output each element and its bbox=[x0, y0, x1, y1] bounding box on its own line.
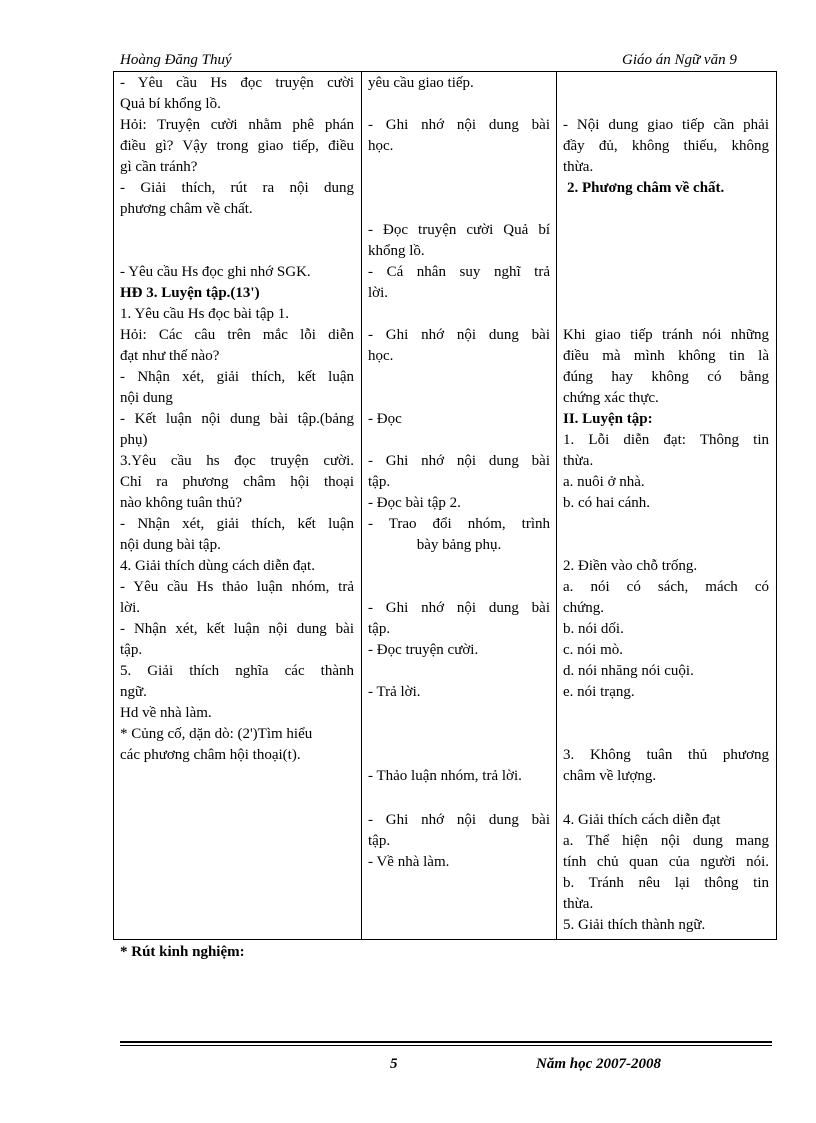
table-line: điều gì? Vậy trong giao tiếp, điều bbox=[120, 138, 354, 154]
table-line: - Giải thích, rút ra nội dung bbox=[120, 180, 354, 196]
section-heading: II. Luyện tập: bbox=[563, 411, 653, 427]
table-line: nội dung bbox=[120, 390, 173, 406]
table-line: - Đọc truyện cười. bbox=[368, 642, 479, 658]
table-line: - Nhận xét, giải thích, kết luận bbox=[120, 369, 354, 385]
table-line: yêu cầu giao tiếp. bbox=[368, 75, 474, 91]
table-line: tập. bbox=[368, 621, 391, 637]
table-line: điều mà mình không tin là bbox=[563, 348, 769, 364]
table-line: Hỏi: Các câu trên mắc lỗi diễn bbox=[120, 327, 354, 343]
table-line: c. nói mò. bbox=[563, 642, 623, 658]
table-line: 1. Lỗi diễn đạt: Thông tin bbox=[563, 432, 769, 448]
table-line: Hd về nhà làm. bbox=[120, 705, 212, 721]
table-line: - Yêu cầu Hs đọc ghi nhớ SGK. bbox=[120, 264, 311, 280]
footer-rule-thin bbox=[120, 1045, 772, 1046]
table-line: - Nội dung giao tiếp cần phải bbox=[563, 117, 769, 133]
content-column bbox=[557, 72, 776, 939]
table-line: 4. Giải thích cách diễn đạt bbox=[563, 812, 721, 828]
table-line: b. nói dối. bbox=[563, 621, 624, 637]
table-line: lời. bbox=[120, 600, 141, 616]
table-line: thừa. bbox=[563, 896, 594, 912]
teacher-activity-column bbox=[114, 72, 362, 939]
table-line: phụ) bbox=[120, 432, 148, 448]
table-line: phương châm về chất. bbox=[120, 201, 253, 217]
table-line: - Ghi nhớ nội dung bài bbox=[368, 600, 550, 616]
table-line: nào không tuân thủ? bbox=[120, 495, 243, 511]
table-line: - Nhận xét, kết luận nội dung bài bbox=[120, 621, 354, 637]
table-line: lời. bbox=[368, 285, 389, 301]
table-line: d. nói nhăng nói cuội. bbox=[563, 663, 694, 679]
table-line: Hỏi: Truyện cười nhằm phê phán bbox=[120, 117, 354, 133]
table-line: tính chủ quan của người nói. bbox=[563, 854, 769, 870]
table-line: bày bảng phụ. bbox=[416, 537, 502, 553]
table-line: - Kết luận nội dung bài tập.(bảng bbox=[120, 411, 354, 427]
table-line: Khi giao tiếp tránh nói những bbox=[563, 327, 769, 343]
table-line: - Ghi nhớ nội dung bài bbox=[368, 812, 550, 828]
table-line: tập. bbox=[368, 833, 391, 849]
table-line: thừa. bbox=[563, 453, 594, 469]
table-line: * Củng cố, dặn dò: (2')Tìm hiểu bbox=[120, 726, 313, 742]
table-line: e. nói trạng. bbox=[563, 684, 635, 700]
table-line: a. nói có sách, mách có bbox=[563, 579, 769, 595]
table-line: tập. bbox=[120, 642, 143, 658]
table-line: nội dung bài tập. bbox=[120, 537, 221, 553]
table-line: - Ghi nhớ nội dung bài bbox=[368, 117, 550, 133]
table-line: - Đọc bbox=[368, 411, 402, 427]
table-line: - Thảo luận nhóm, trả lời. bbox=[368, 768, 522, 784]
page-number: 5 bbox=[390, 1056, 398, 1072]
table-line: - Nhận xét, giải thích, kết luận bbox=[120, 516, 354, 532]
table-line: - Cá nhân suy nghĩ trả bbox=[368, 264, 550, 280]
table-line: chứng xác thực. bbox=[563, 390, 659, 406]
table-line: đạt như thế nào? bbox=[120, 348, 220, 364]
student-activity-column bbox=[362, 72, 557, 939]
table-line: 5. Giải thích thành ngữ. bbox=[563, 917, 706, 933]
school-year: Năm học 2007-2008 bbox=[536, 1056, 661, 1072]
header-author: Hoàng Đăng Thuý bbox=[120, 52, 232, 68]
table-line: b. có hai cánh. bbox=[563, 495, 651, 511]
table-line: các phương châm hội thoại(t). bbox=[120, 747, 301, 763]
experience-note-heading: * Rút kinh nghiệm: bbox=[120, 944, 245, 960]
table-line: đầy đủ, không thiếu, không bbox=[563, 138, 769, 154]
section-heading: HĐ 3. Luyện tập.(13') bbox=[120, 285, 260, 301]
table-line: ngữ. bbox=[120, 684, 147, 700]
table-line: châm về lượng. bbox=[563, 768, 657, 784]
table-line: - Đọc bài tập 2. bbox=[368, 495, 461, 511]
table-line: b. Tránh nêu lại thông tin bbox=[563, 875, 769, 891]
table-line: khổng lồ. bbox=[368, 243, 425, 259]
header-document-title: Giáo án Ngữ văn 9 bbox=[622, 52, 737, 68]
footer-rule bbox=[120, 1041, 772, 1043]
table-line: 1. Yêu cầu Hs đọc bài tập 1. bbox=[120, 306, 289, 322]
table-line: chứng. bbox=[563, 600, 605, 616]
table-line: tập. bbox=[368, 474, 391, 490]
table-line: 4. Giải thích dùng cách diễn đạt. bbox=[120, 558, 315, 574]
table-line: - Ghi nhớ nội dung bài bbox=[368, 327, 550, 343]
table-line: - Yêu cầu Hs thảo luận nhóm, trả bbox=[120, 579, 354, 595]
table-line: Quả bí khổng lồ. bbox=[120, 96, 221, 112]
table-line: - Yêu cầu Hs đọc truyện cười bbox=[120, 75, 354, 91]
table-line: 3.Yêu cầu hs đọc truyện cười. bbox=[120, 453, 354, 469]
table-line: - Ghi nhớ nội dung bài bbox=[368, 453, 550, 469]
table-line: học. bbox=[368, 138, 394, 154]
table-line: 5. Giải thích nghĩa các thành bbox=[120, 663, 354, 679]
table-line: đúng hay không có bằng bbox=[563, 369, 769, 385]
table-line: gì cần tránh? bbox=[120, 159, 198, 175]
table-line: 3. Không tuân thủ phương bbox=[563, 747, 769, 763]
table-line: a. nuôi ở nhà. bbox=[563, 474, 645, 490]
table-line: 2. Điền vào chỗ trống. bbox=[563, 558, 698, 574]
table-line: - Đọc truyện cười Quả bí bbox=[368, 222, 550, 238]
table-line: thừa. bbox=[563, 159, 594, 175]
lesson-table bbox=[113, 71, 777, 940]
table-line: - Trao đổi nhóm, trình bbox=[368, 516, 550, 532]
table-line: - Về nhà làm. bbox=[368, 854, 450, 870]
table-line: a. Thể hiện nội dung mang bbox=[563, 833, 769, 849]
table-line: học. bbox=[368, 348, 394, 364]
table-line: - Trả lời. bbox=[368, 684, 421, 700]
table-line: Chỉ ra phương châm hội thoại bbox=[120, 474, 354, 490]
section-heading: 2. Phương châm về chất. bbox=[567, 180, 725, 196]
